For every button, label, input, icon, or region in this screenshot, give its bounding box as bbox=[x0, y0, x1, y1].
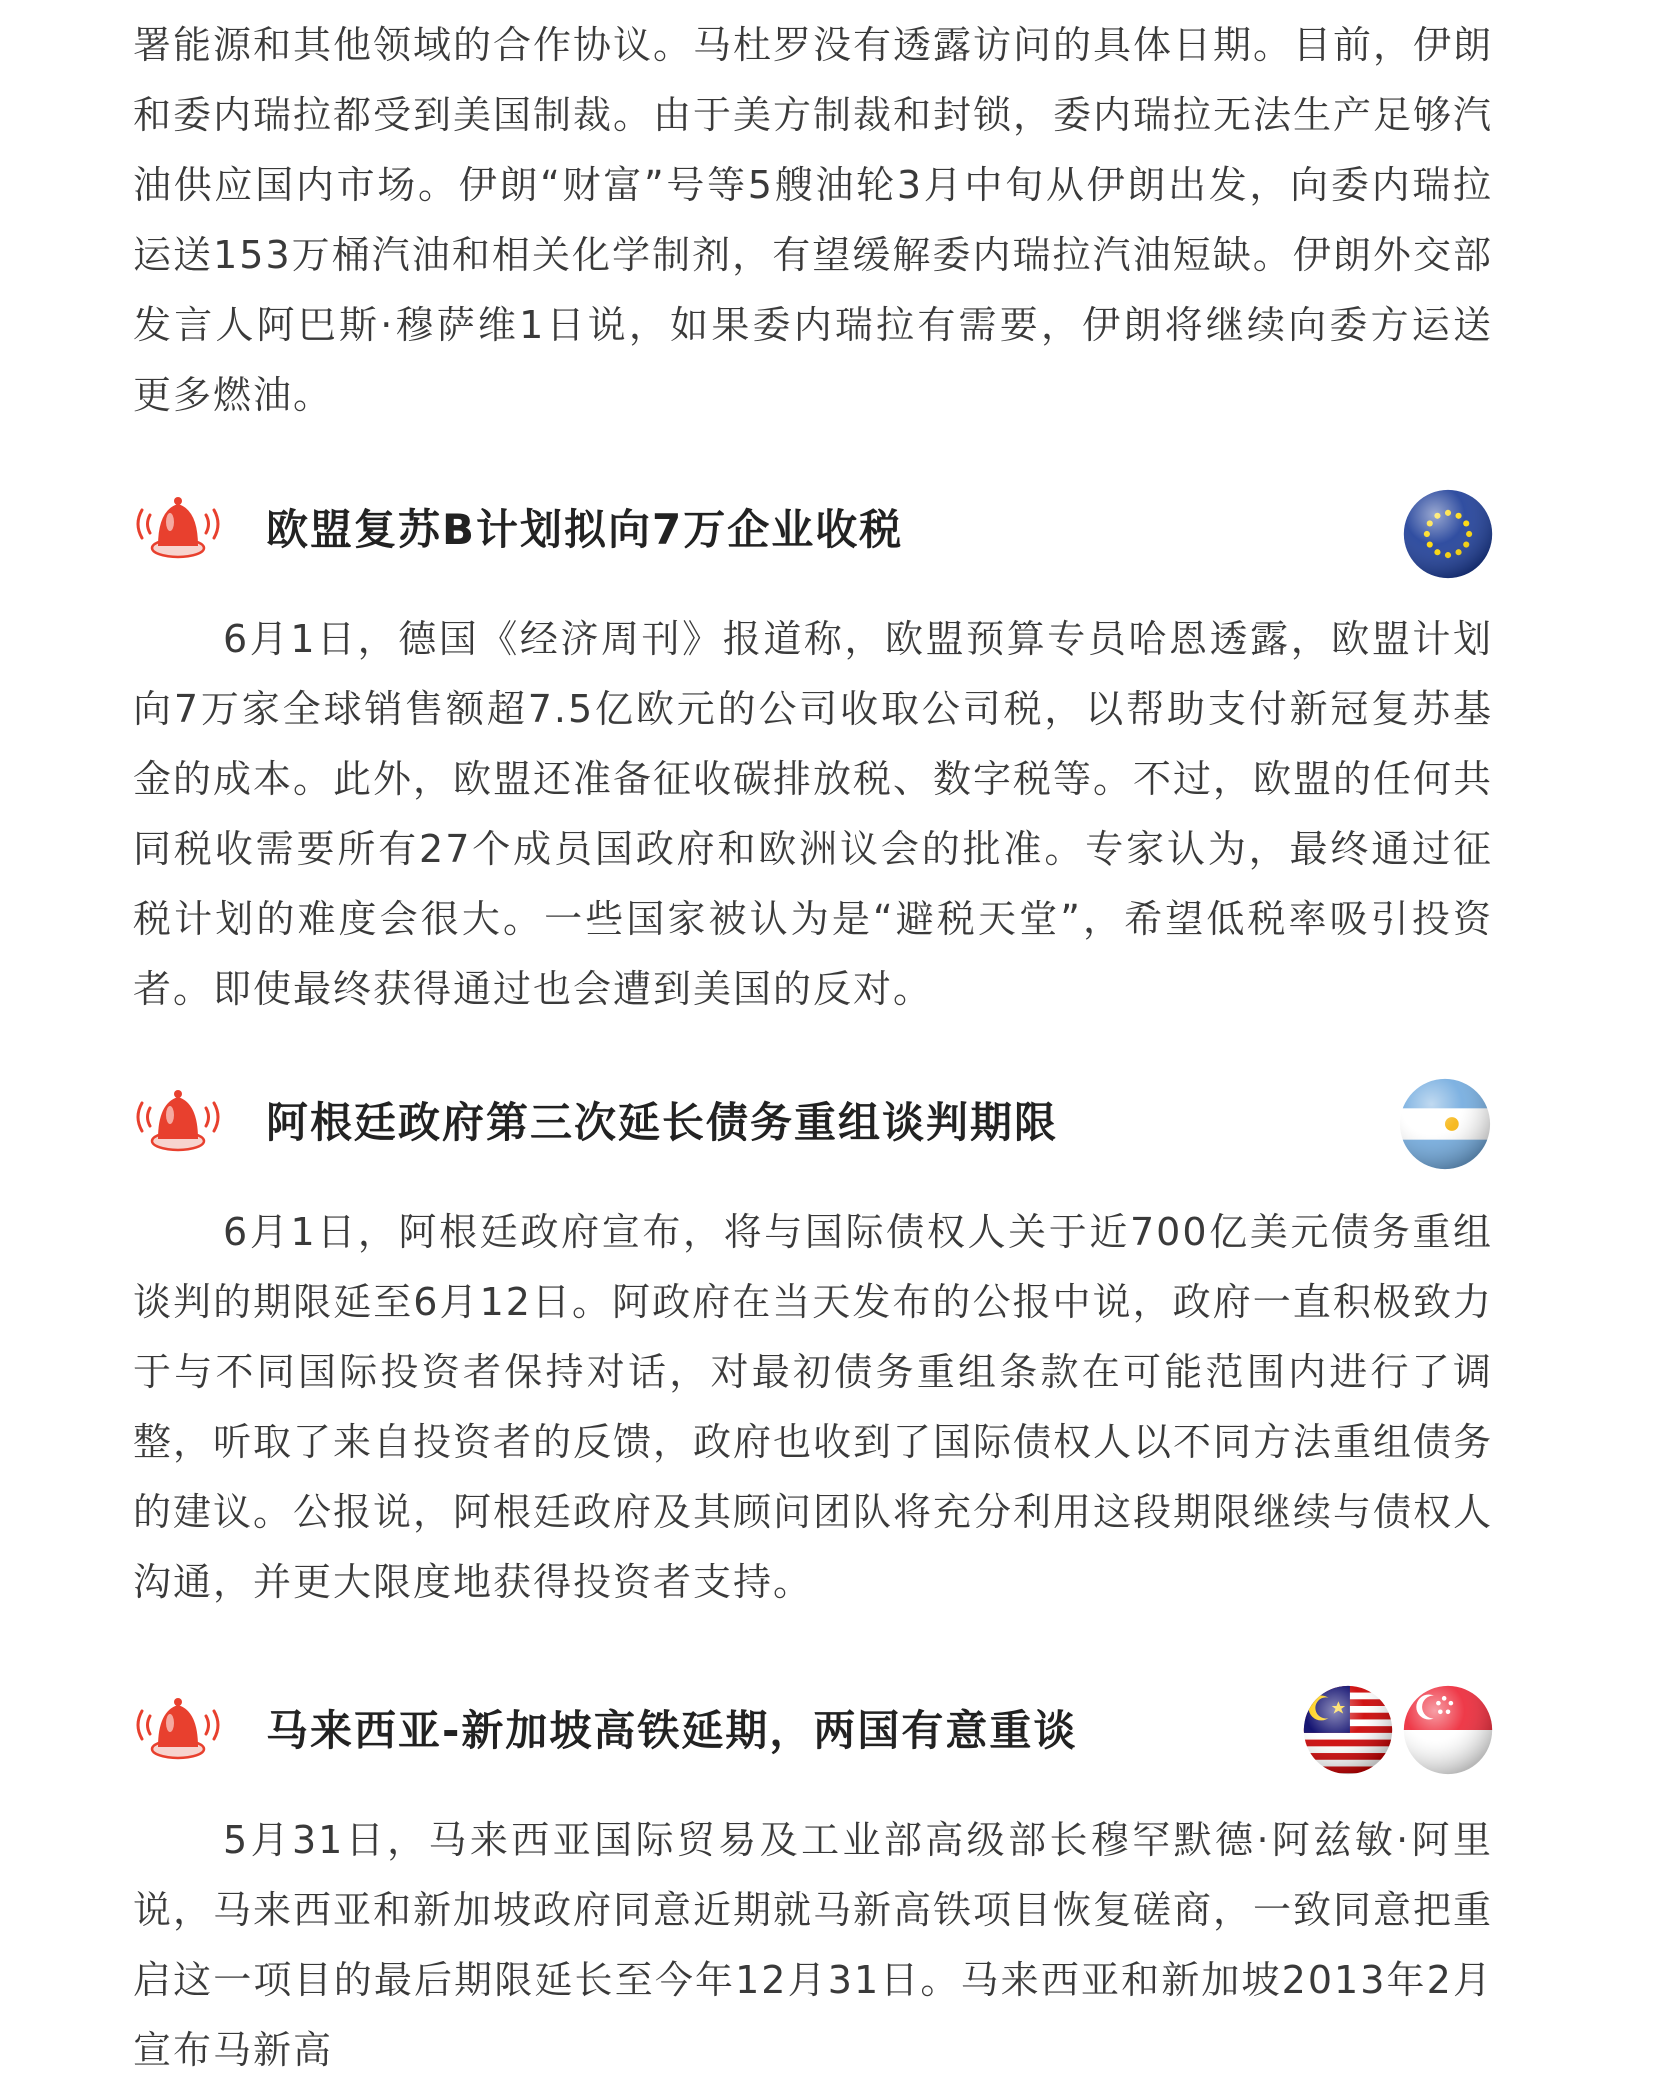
malaysia-flag-icon bbox=[1300, 1682, 1396, 1778]
section-body: 5月31日，马来西亚国际贸易及工业部高级部长穆罕默德·阿兹敏·阿里说，马来西亚和新加坡政府同意近期就马新高铁项目恢复磋商，一致同意把重启这一项目的最后期限延长至今年12月31日。马来西亚和新加坡2013年2月宣布马新高 bbox=[133, 1818, 1494, 2072]
alarm-bell-icon bbox=[128, 1689, 228, 1769]
section-body: 6月1日，德国《经济周刊》报道称，欧盟预算专员哈恩透露，欧盟计划向7万家全球销售额超7.5亿欧元的公司收取公司税，以帮助支付新冠复苏基金的成本。此外，欧盟还准备征收碳排放税、数字税等。不过，欧盟的任何共同税收需要所有27个成员国政府和欧洲议会的批准。专家认为，最终通过征税计划的难度会很大。一些国家被认为是“避税天堂”，希望低税率吸引投资者。即使最终获得通过也会遭到美国的反对。 bbox=[133, 617, 1494, 1011]
section-title: 欧盟复苏B计划拟向7万企业收税 bbox=[266, 505, 904, 554]
alarm-bell-icon bbox=[128, 488, 228, 568]
alarm-bell-icon bbox=[128, 1081, 228, 1161]
section-title: 阿根廷政府第三次延长债务重组谈判期限 bbox=[266, 1098, 1059, 1147]
section-heading-argentina bbox=[128, 1081, 1498, 1181]
section-heading-eu bbox=[128, 488, 1498, 588]
section-title: 马来西亚-新加坡高铁延期，两国有意重谈 bbox=[266, 1706, 1078, 1755]
section-heading-malaysia-singapore bbox=[128, 1689, 1498, 1789]
intro-paragraph: 署能源和其他领域的合作协议。马杜罗没有透露访问的具体日期。目前，伊朗和委内瑞拉都受到美国制裁。由于美方制裁和封锁，委内瑞拉无法生产足够汽油供应国内市场。伊朗“财富”号等5艘油轮3月中旬从伊朗出发，向委内瑞拉运送153万桶汽油和相关化学制剂，有望缓解委内瑞拉汽油短缺。伊朗外交部发言人阿巴斯·穆萨维1日说，如果委内瑞拉有需要，伊朗将继续向委方运送更多燃油。 bbox=[133, 23, 1494, 417]
section-body: 6月1日，阿根廷政府宣布，将与国际债权人关于近700亿美元债务重组谈判的期限延至6月12日。阿政府在当天发布的公报中说，政府一直积极致力于与不同国际投资者保持对话，对最初债务重组条款在可能范围内进行了调整，听取了来自投资者的反馈，政府也收到了国际债权人以不同方法重组债务的建议。公报说，阿根廷政府及其顾问团队将充分利用这段期限继续与债权人沟通，并更大限度地获得投资者支持。 bbox=[133, 1210, 1494, 1604]
singapore-flag-icon bbox=[1400, 1682, 1496, 1778]
argentina-flag-icon bbox=[1396, 1075, 1494, 1173]
eu-flag-icon bbox=[1400, 486, 1496, 582]
